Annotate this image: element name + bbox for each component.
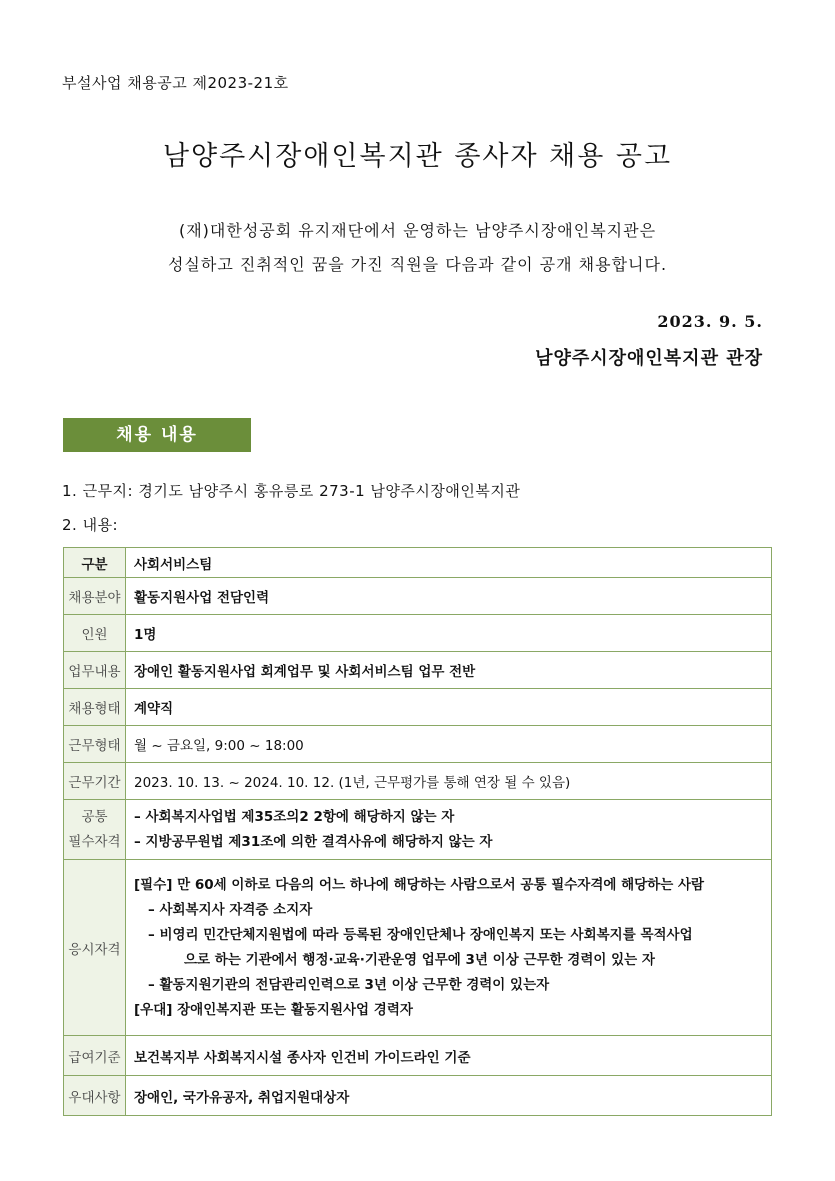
- row-label: 구분: [64, 548, 126, 578]
- table-row: [64, 652, 772, 689]
- page-title: 남양주시장애인복지관 종사자 채용 공고: [162, 141, 673, 172]
- qualification-line: – 사회복지사 자격증 소지자: [148, 901, 313, 918]
- qualification-line: – 활동지원기관의 전담관리인력으로 3년 이상 근무한 경력이 있는자: [148, 976, 550, 993]
- common-label: [64, 800, 126, 860]
- row-label: 근무기간: [64, 763, 126, 800]
- common-label-line-2: 필수자격: [68, 833, 121, 850]
- row-label: 업무내용: [64, 652, 126, 689]
- row-label: 우대사항: [64, 1076, 126, 1116]
- recruitment-table: [63, 547, 772, 1116]
- table-row: [64, 800, 772, 860]
- qualification-line: [우대] 장애인복지관 또는 활동지원사업 경력자: [134, 1001, 413, 1018]
- row-label: 인원: [64, 615, 126, 652]
- qualification-line: 으로 하는 기관에서 행정·교육·기관운영 업무에 3년 이상 근무한 경력이 있는 자: [184, 951, 655, 968]
- table-row: [64, 726, 772, 763]
- intro-line-2: 성실하고 진취적인 꿈을 가진 직원을 다음과 같이 공개 채용합니다.: [167, 255, 668, 274]
- row-value: 1명: [126, 615, 772, 652]
- table-row: [64, 763, 772, 800]
- qualification-label: 응시자격: [64, 860, 126, 1036]
- row-value: 활동지원사업 전담인력: [126, 578, 772, 615]
- notice-date: 2023. 9. 5.: [657, 312, 763, 331]
- row-value: 월 ~ 금요일, 9:00 ~ 18:00: [126, 726, 772, 763]
- common-requirement: – 사회복지사업법 제35조의2 2항에 해당하지 않는 자: [134, 808, 455, 825]
- table-row: [64, 548, 772, 578]
- table-row: [64, 1036, 772, 1076]
- intro-line-1: (재)대한성공회 유지재단에서 운영하는 남양주시장애인복지관은: [178, 221, 657, 240]
- common-requirement: – 지방공무원법 제31조에 의한 결격사유에 해당하지 않는 자: [134, 833, 493, 850]
- signer: 남양주시장애인복지관 관장: [535, 348, 763, 369]
- row-value: 보건복지부 사회복지시설 종사자 인건비 가이드라인 기준: [126, 1036, 772, 1076]
- row-value: 장애인 활동지원사업 회계업무 및 사회서비스팀 업무 전반: [126, 652, 772, 689]
- row-value: 사회서비스팀: [126, 548, 772, 578]
- common-requirements: [126, 800, 772, 860]
- row-value: 2023. 10. 13. ~ 2024. 10. 12. (1년, 근무평가를 통해 연장 될 수 있음): [126, 763, 772, 800]
- row-label: 채용형태: [64, 689, 126, 726]
- table-row: [64, 578, 772, 615]
- workplace-item: 1. 근무지: 경기도 남양주시 홍유릉로 273-1 남양주시장애인복지관: [62, 482, 521, 500]
- row-value: 장애인, 국가유공자, 취업지원대상자: [126, 1076, 772, 1116]
- row-value: 계약직: [126, 689, 772, 726]
- table-row: [64, 1076, 772, 1116]
- qualification-line: [필수] 만 60세 이하로 다음의 어느 하나에 해당하는 사람으로서 공통 필수자격에 해당하는 사람: [134, 876, 705, 893]
- row-label: 급여기준: [64, 1036, 126, 1076]
- table-row: [64, 860, 772, 1036]
- table-row: [64, 689, 772, 726]
- qualification-line: – 비영리 민간단체지원법에 따라 등록된 장애인단체나 장애인복지 또는 사회복지를 목적사업: [148, 926, 693, 943]
- content-item: 2. 내용:: [62, 516, 119, 534]
- row-label: 채용분야: [64, 578, 126, 615]
- table-row: [64, 615, 772, 652]
- qualification-list: [126, 860, 772, 1036]
- common-label-line-1: 공통: [81, 808, 108, 825]
- section-label: 채용 내용: [63, 418, 251, 452]
- row-label: 근무형태: [64, 726, 126, 763]
- notice-number: 부설사업 채용공고 제2023-21호: [62, 74, 289, 92]
